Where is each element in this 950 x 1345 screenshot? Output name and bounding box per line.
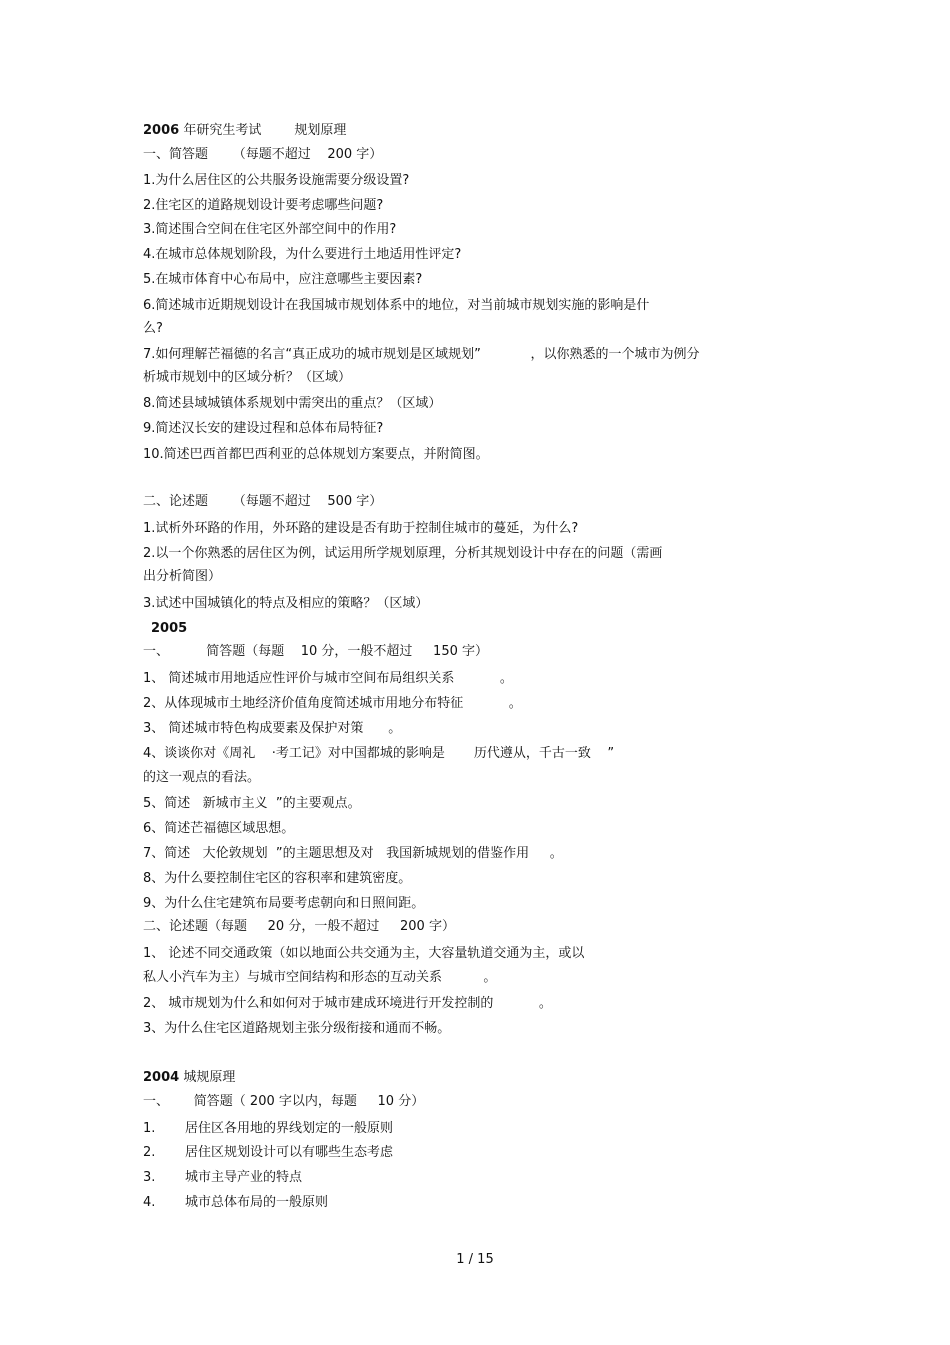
numbered-item [143, 1195, 328, 1211]
section-header: 一、简答题 （每题不超过 200 字） [143, 147, 383, 162]
question-line: 5.在城市体育中心布局中，应注意哪些主要因素? [143, 272, 423, 287]
question-line: 的这一观点的看法。 [143, 770, 261, 785]
question-line: 9、为什么住宅建筑布局要考虑朝向和日照间距。 [143, 896, 425, 911]
question-line: 7、简述 大伦敦规划 ”的主题思想及对 我国新城规划的借鉴作用 。 [143, 846, 563, 861]
item-number: 4. [143, 1195, 156, 1210]
year-label: 2006 [143, 123, 180, 138]
item-text: 城市主导产业的特点 [185, 1170, 303, 1185]
page-number: 1 / 15 [456, 1252, 494, 1267]
section-header: 一、 简答题（每题 10 分，一般不超过 150 字） [143, 644, 489, 659]
question-line: 6、简述芒福德区域思想。 [143, 821, 295, 836]
numbered-item [143, 1145, 393, 1161]
question-line: 2、 城市规划为什么和如何对于城市建成环境进行开发控制的 。 [143, 996, 552, 1011]
item-number: 3. [143, 1170, 156, 1185]
numbered-item [143, 1121, 393, 1137]
question-line: 7.如何理解芒福德的名言“真正成功的城市规划是区域规划” ，以你熟悉的一个城市为例分 [143, 347, 700, 362]
question-line: 1.试析外环路的作用，外环路的建设是否有助于控制住城市的蔓延，为什么? [143, 521, 579, 536]
question-line: 3、为什么住宅区道路规划主张分级衔接和通而不畅。 [143, 1021, 451, 1036]
question-line: 4.在城市总体规划阶段，为什么要进行土地适用性评定? [143, 247, 462, 262]
item-text: 居住区规划设计可以有哪些生态考虑 [185, 1145, 394, 1160]
question-line: 3.简述围合空间在住宅区外部空间中的作用? [143, 222, 397, 237]
question-line: 私人小汽车为主）与城市空间结构和形态的互动关系 。 [143, 970, 497, 985]
question-line: 1、 论述不同交通政策（如以地面公共交通为主，大容量轨道交通为主，或以 [143, 946, 585, 961]
item-text: 居住区各用地的界线划定的一般原则 [185, 1121, 394, 1136]
question-line: 8、为什么要控制住宅区的容积率和建筑密度。 [143, 871, 412, 886]
question-line: 么? [143, 321, 163, 336]
question-line: 6.简述城市近期规划设计在我国城市规划体系中的地位，对当前城市规划实施的影响是什 [143, 298, 650, 313]
section-header: 二、论述题（每题 20 分，一般不超过 200 字） [143, 919, 455, 934]
section-title-2006 [143, 123, 346, 139]
question-line: 出分析简图） [143, 569, 222, 584]
question-line: 2、从体现城市土地经济价值角度简述城市用地分布特征 。 [143, 696, 522, 711]
title-text: 城规原理 [179, 1070, 236, 1085]
title-text: 年研究生考试 规划原理 [179, 123, 347, 138]
question-line: 5、简述 新城市主义 ”的主要观点。 [143, 796, 361, 811]
year-label: 2004 [143, 1070, 180, 1085]
question-line: 9.简述汉长安的建设过程和总体布局特征? [143, 421, 384, 436]
question-line: 10.简述巴西首都巴西利亚的总体规划方案要点，并附简图。 [143, 447, 489, 462]
section-title-2004 [143, 1070, 235, 1086]
question-line: 1.为什么居住区的公共服务设施需要分级设置? [143, 173, 410, 188]
question-line: 1、 简述城市用地适应性评价与城市空间布局组织关系 。 [143, 671, 513, 686]
section-header: 二、论述题 （每题不超过 500 字） [143, 494, 383, 509]
item-number: 1. [143, 1121, 156, 1136]
question-line: 8.简述县域城镇体系规划中需突出的重点？（区域） [143, 396, 442, 411]
section-header: 一、 简答题（ 200 字以内，每题 10 分） [143, 1094, 425, 1109]
numbered-item [143, 1170, 302, 1186]
question-line: 2.以一个你熟悉的居住区为例，试运用所学规划原理，分析其规划设计中存在的问题（需画 [143, 546, 663, 561]
question-line: 3.试述中国城镇化的特点及相应的策略？（区域） [143, 596, 429, 611]
item-text: 城市总体布局的一般原则 [185, 1195, 329, 1210]
item-number: 2. [143, 1145, 156, 1160]
question-line: 4、谈谈你对《周礼 ·考工记》对中国都城的影响是 历代遵从，千古一致 ” [143, 746, 615, 761]
question-line: 3、 简述城市特色构成要素及保护对策 。 [143, 721, 402, 736]
section-title-2005: 2005 [151, 621, 188, 636]
question-line: 2.住宅区的道路规划设计要考虑哪些问题? [143, 198, 384, 213]
question-line: 析城市规划中的区域分析？（区域） [143, 370, 352, 385]
